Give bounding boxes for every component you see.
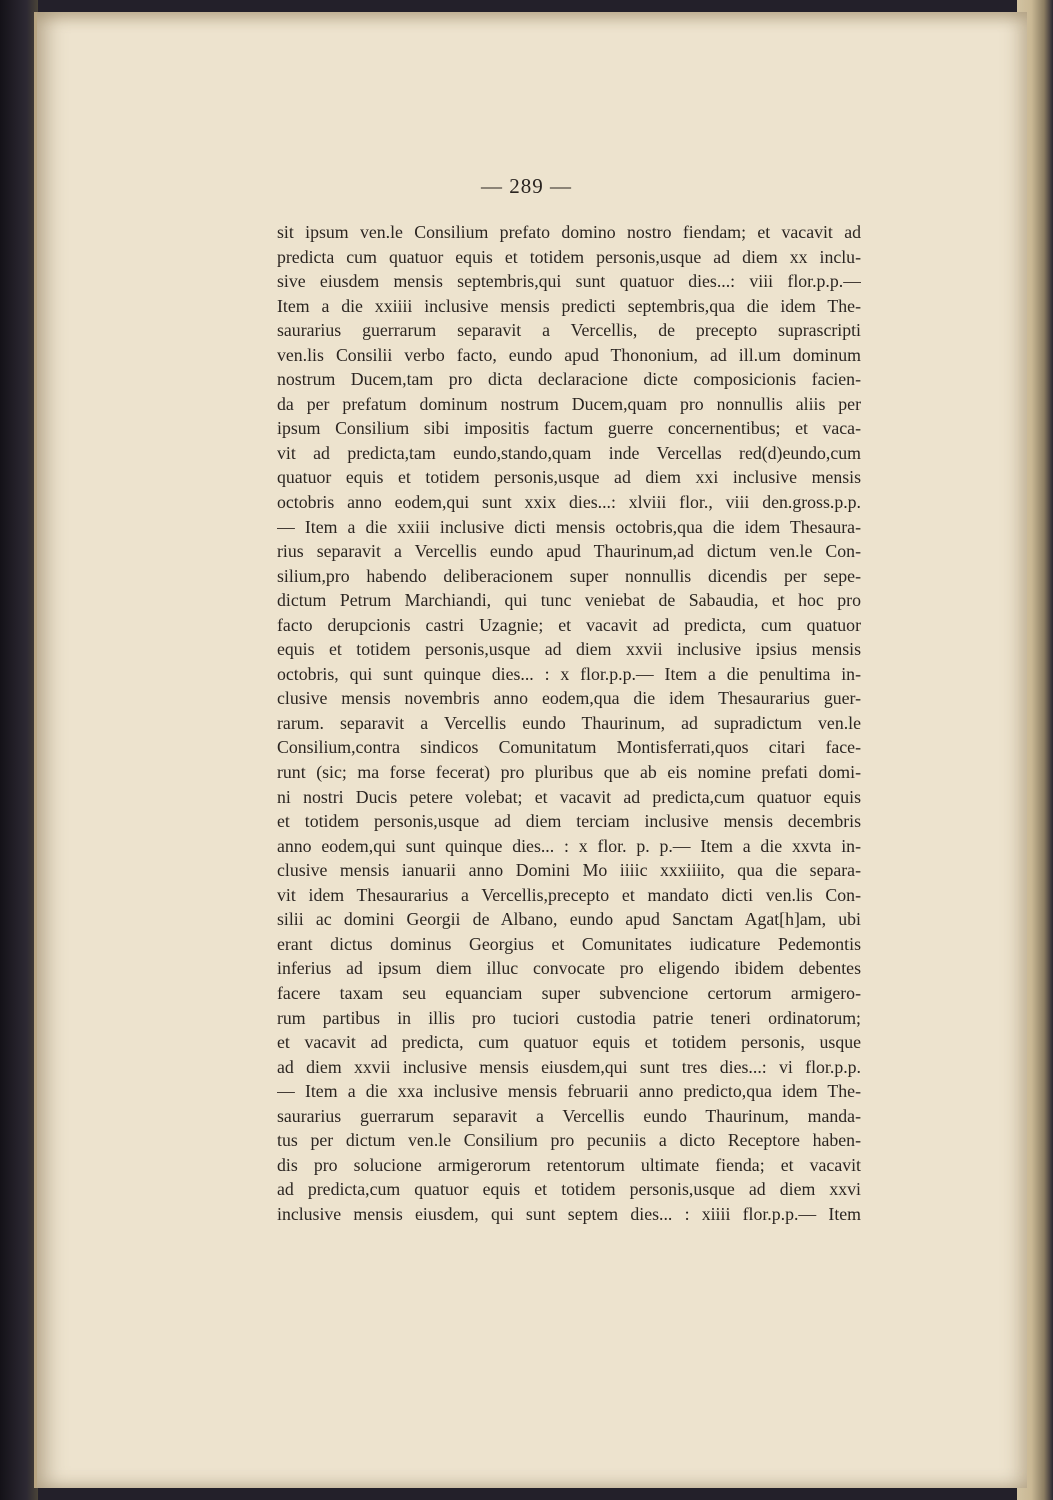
text-line: Consilium,contra sindicos Comunitatum Montisferrati,quos citari face- <box>277 737 861 758</box>
text-line: saurarius guerrarum separavit a Vercellis, de precepto suprascripti <box>277 320 861 341</box>
text-line: dictum Petrum Marchiandi, qui tunc veniebat de Sabaudia, et hoc pro <box>277 590 861 611</box>
text-line: rum partibus in illis pro tuciori custodia patrie teneri ordinatorum; <box>277 1007 861 1028</box>
text-line: predicta cum quatuor equis et totidem personis,usque ad diem xx inclu- <box>277 246 861 267</box>
page-number: — 289 — <box>481 174 572 198</box>
text-line: facere taxam seu equanciam super subvencione certorum armigero- <box>277 982 861 1003</box>
text-line: inclusive mensis eiusdem, qui sunt septem dies... : xiiii flor.p.p.— Item <box>277 1203 861 1224</box>
text-line: anno eodem,qui sunt quinque dies... : x flor. p. p.— Item a die xxvta in- <box>277 835 861 856</box>
text-line: erant dictus dominus Georgius et Comunitates iudicature Pedemontis <box>277 933 861 954</box>
text-line: octobris, qui sunt quinque dies... : x flor.p.p.— Item a die penultima in- <box>277 663 861 684</box>
text-line: tus per dictum ven.le Consilium pro pecuniis a dicto Receptore haben- <box>277 1130 861 1151</box>
text-line: inferius ad ipsum diem illuc convocate pro eligendo ibidem debentes <box>277 958 861 979</box>
text-line: rius separavit a Vercellis eundo apud Thaurinum,ad dictum ven.le Con- <box>277 541 861 562</box>
text-line: ad diem xxvii inclusive mensis eiusdem,qui sunt tres dies...: vi flor.p.p. <box>277 1056 861 1077</box>
text-line: sive eiusdem mensis septembris,qui sunt quatuor dies...: viii flor.p.p.— <box>277 271 861 292</box>
book-spine-shadow <box>0 0 38 1500</box>
text-line: silii ac domini Georgii de Albano, eundo apud Sanctam Agat[h]am, ubi <box>277 909 861 930</box>
text-line: saurarius guerrarum separavit a Vercellis eundo Thaurinum, manda- <box>277 1105 861 1126</box>
text-line: ni nostri Ducis petere volebat; et vacavit ad predicta,cum quatuor equis <box>277 786 861 807</box>
text-line: octobris anno eodem,qui sunt xxix dies...: xlviii flor., viii den.gross.p.p. <box>277 492 861 513</box>
text-line: sit ipsum ven.le Consilium prefato domino nostro fiendam; et vacavit ad <box>277 222 861 242</box>
text-line: quatuor equis et totidem personis,usque ad diem xxi inclusive mensis <box>277 467 861 488</box>
text-line: vit idem Thesaurarius a Vercellis,precepto et mandato dicti ven.lis Con- <box>277 884 861 905</box>
text-line: vit ad predicta,tam eundo,stando,quam inde Vercellas red(d)eundo,cum <box>277 442 861 463</box>
text-line: runt (sic; ma forse fecerat) pro pluribus que ab eis nomine prefati domi- <box>277 762 861 783</box>
text-line: et totidem personis,usque ad diem terciam inclusive mensis decembris <box>277 811 861 832</box>
text-line: ad predicta,cum quatuor equis et totidem personis,usque ad diem xxvi <box>277 1179 861 1200</box>
text-line: clusive mensis novembris anno eodem,qua die idem Thesaurarius guer- <box>277 688 861 709</box>
text-line: rarum. separavit a Vercellis eundo Thaurinum, ad supradictum ven.le <box>277 712 861 733</box>
text-line: ven.lis Consilii verbo facto, eundo apud Thononium, ad ill.um dominum <box>277 344 861 365</box>
text-line: clusive mensis ianuarii anno Domini Mo iiiic xxxiiiito, qua die separa- <box>277 860 861 881</box>
text-line: Item a die xxiiii inclusive mensis predicti septembris,qua die idem The- <box>277 295 861 316</box>
text-line: ipsum Consilium sibi impositis factum guerre concernentibus; et vaca- <box>277 418 861 439</box>
text-line: — Item a die xxa inclusive mensis februarii anno predicto,qua idem The- <box>277 1081 861 1102</box>
text-line: equis et totidem personis,usque ad diem xxvii inclusive ipsius mensis <box>277 639 861 660</box>
text-line: da per prefatum dominum nostrum Ducem,quam pro nonnullis aliis per <box>277 393 861 414</box>
text-line: nostrum Ducem,tam pro dicta declaracione dicte composicionis facien- <box>277 369 861 390</box>
text-line: — Item a die xxiii inclusive dicti mensis octobris,qua die idem Thesaura- <box>277 516 861 537</box>
body-text <box>277 220 861 1226</box>
text-line: facto derupcionis castri Uzagnie; et vacavit ad predicta, cum quatuor <box>277 614 861 635</box>
text-line: silium,pro habendo deliberacionem super nonnullis dicendis per sepe- <box>277 565 861 586</box>
text-line: et vacavit ad predicta, cum quatuor equis et totidem personis, usque <box>277 1032 861 1053</box>
text-line: dis pro solucione armigerorum retentorum ultimate fienda; et vacavit <box>277 1154 861 1175</box>
